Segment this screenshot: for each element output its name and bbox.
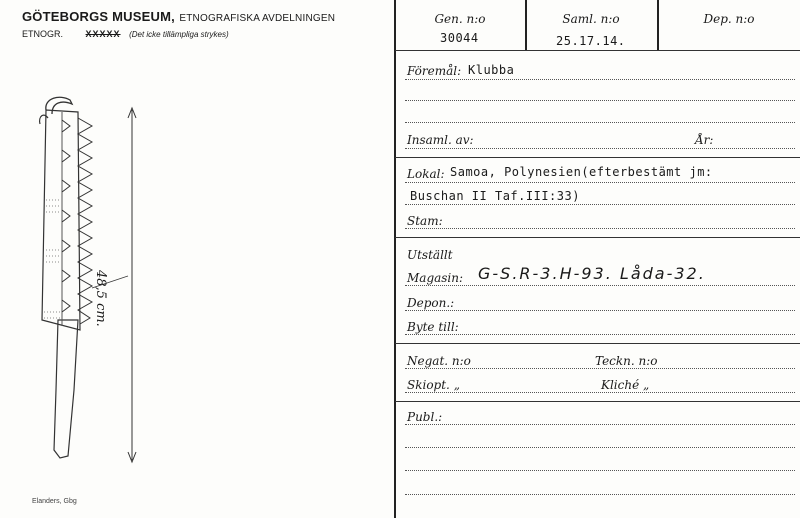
kliche-label: Kliché „ bbox=[601, 378, 650, 392]
lokal-value-line2: Buschan II Taf.III:33) bbox=[410, 189, 580, 203]
saml-no-value: 25.17.14. bbox=[556, 34, 626, 48]
museum-header bbox=[22, 8, 335, 26]
ar-label: År: bbox=[695, 133, 714, 147]
byte-till-label: Byte till: bbox=[407, 320, 459, 334]
teckn-label: Teckn. n:o bbox=[595, 354, 658, 368]
struck-out-text: XXXXX bbox=[85, 29, 121, 39]
foremal-value: Klubba bbox=[468, 63, 515, 77]
printer-imprint: Elanders, Gbg bbox=[32, 498, 77, 505]
etnogr-label: ETNOGR. bbox=[22, 29, 64, 39]
measurement-label: 48,5 cm. bbox=[93, 270, 108, 327]
gen-no-value: 30044 bbox=[440, 31, 479, 45]
negat-label: Negat. n:o bbox=[407, 354, 471, 368]
skiopt-label: Skiopt. „ bbox=[407, 378, 460, 392]
column-header-rule bbox=[395, 50, 800, 51]
insaml-label: Insaml. av: bbox=[407, 133, 474, 147]
saml-no-label: Saml. n:o bbox=[562, 12, 620, 26]
stam-label: Stam: bbox=[407, 214, 443, 228]
foremal-label: Föremål: bbox=[407, 64, 462, 78]
strike-note: (Det icke tillämpliga strykes) bbox=[129, 30, 229, 39]
department-name: ETNOGRAFISKA AVDELNINGEN bbox=[179, 13, 336, 24]
category-line bbox=[22, 29, 229, 39]
utstallt-label: Utställt bbox=[407, 248, 453, 262]
publ-label: Publ.: bbox=[407, 410, 443, 424]
magasin-label: Magasin: bbox=[407, 271, 464, 285]
museum-name: GÖTEBORGS MUSEUM, bbox=[22, 9, 175, 24]
lokal-value-line1: Samoa, Polynesien(efterbestämt jm: bbox=[450, 165, 713, 179]
card-left-rule bbox=[394, 0, 396, 518]
depon-label: Depon.: bbox=[407, 296, 455, 310]
magasin-value: G-S.R-3.H-93. Låda-32. bbox=[478, 264, 706, 283]
gen-no-label: Gen. n:o bbox=[434, 12, 486, 26]
dep-no-label: Dep. n:o bbox=[703, 12, 755, 26]
lokal-label: Lokal: bbox=[407, 167, 445, 181]
